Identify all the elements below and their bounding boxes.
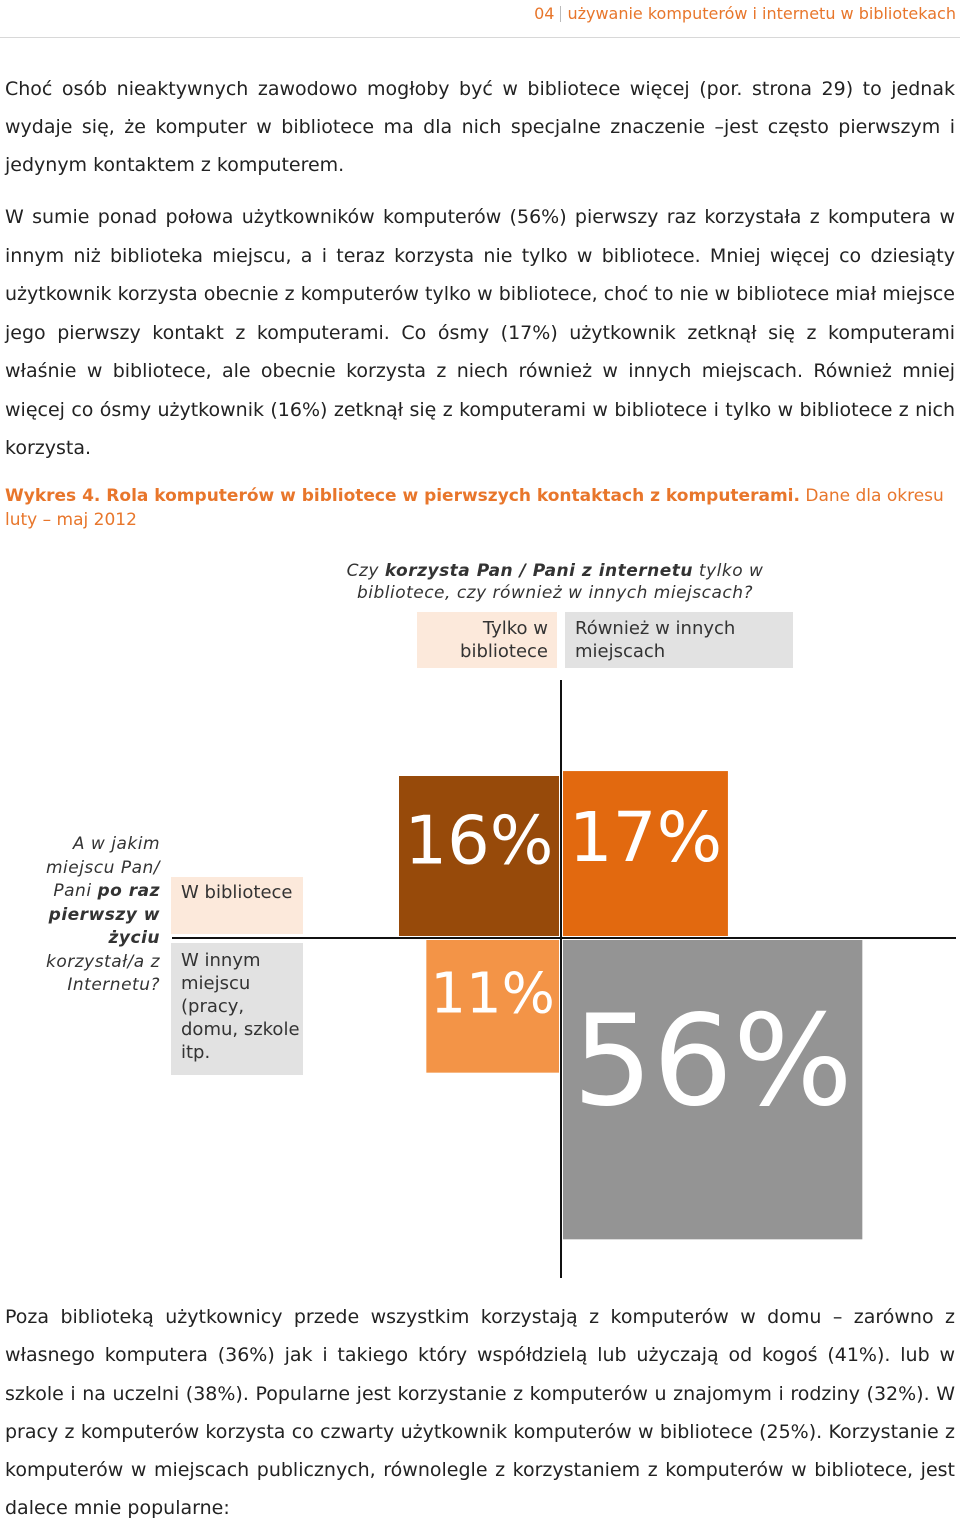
column-question-bold: korzysta Pan / Pani z internetu (384, 561, 694, 581)
section-title: używanie komputerów i internetu w bibliotekach (567, 4, 956, 23)
row-question-prefix: A w jakim miejscu Pan/ Pani (45, 834, 160, 901)
column-header-library-only: Tylko w bibliotece (417, 612, 557, 668)
figure-caption-note: Dane dla okresu luty – maj 2012 (5, 486, 944, 530)
cell-label-56-percent: 56% (572, 986, 853, 1134)
section-number: 04 (534, 4, 555, 23)
column-header-other-places: Również w innych miejscach (565, 612, 793, 668)
row-header-library: W bibliotece (171, 877, 303, 934)
chart-cells (399, 771, 862, 1239)
summary-paragraph: W sumie ponad połowa użytkowników komputerów (56%) pierwszy raz korzystała z komputera w innym niż biblioteka miejscu, a i teraz korzysta nie tylko w bibliotece. Mniej więcej co dziesiąty użytkownik korzysta obecnie z komputerów tylko w bibliotece, choć to nie w bibliotece miał miejsce jego pierwszy kontakt z komputerami. Co ósmy (17%) użytkownik zetknął się z komputerami właśnie w bibliotece, ale obecnie korzysta z niech również w innych miejscach. Również mniej więcej co ósmy użytkownik (16%) zetknął się z komputerami w bibliotece i tylko w bibliotece z nich korzysta. (5, 206, 955, 459)
row-question-suffix: korzystał/a z Internetu? (45, 951, 160, 995)
cell-label-11-percent: 11% (430, 961, 555, 1027)
cell-label-16-percent: 16% (404, 801, 554, 880)
cell-label-17-percent: 17% (568, 798, 723, 879)
intro-paragraph: Choć osób nieaktywnych zawodowo mogłoby być w bibliotece więcej (por. strona 29) to jednak wydaje się, że komputer w bibliotece ma dla nich specjalne znaczenie –jest często pierwszym i jedynym kontaktem z komputerem. (5, 78, 955, 176)
row-header-other-place: W innym miejscu (pracy, domu, szkole itp. (171, 943, 303, 1075)
figure-caption-label: Wykres 4. Rola komputerów w bibliotece w pierwszych kontaktach z komputerami. (5, 486, 800, 506)
row-question-bold: po raz pierwszy w życiu (48, 881, 160, 948)
column-question-suffix: tylko w bibliotece, czy również w innych miejscach? (356, 561, 764, 603)
closing-paragraph: Poza biblioteką użytkownicy przede wszystkim korzystają z komputerów w domu – zarówno z własnego komputera (36%) jak i takiego który współdzielą lub użyczają od kogoś (41%). lub w szkole i na uczelni (38%). Popularne jest korzystanie z komputerów u znajomym i rodziny (32%). W pracy z komputerów korzysta co czwarty użytkownik komputerów w bibliotece (25%). Korzystanie z komputerów w miejscach publicznych, równolegle z korzystaniem z komputerów w bibliotece, jest dalece mnie popularne: (5, 1306, 955, 1520)
column-question-prefix: Czy (346, 561, 385, 581)
